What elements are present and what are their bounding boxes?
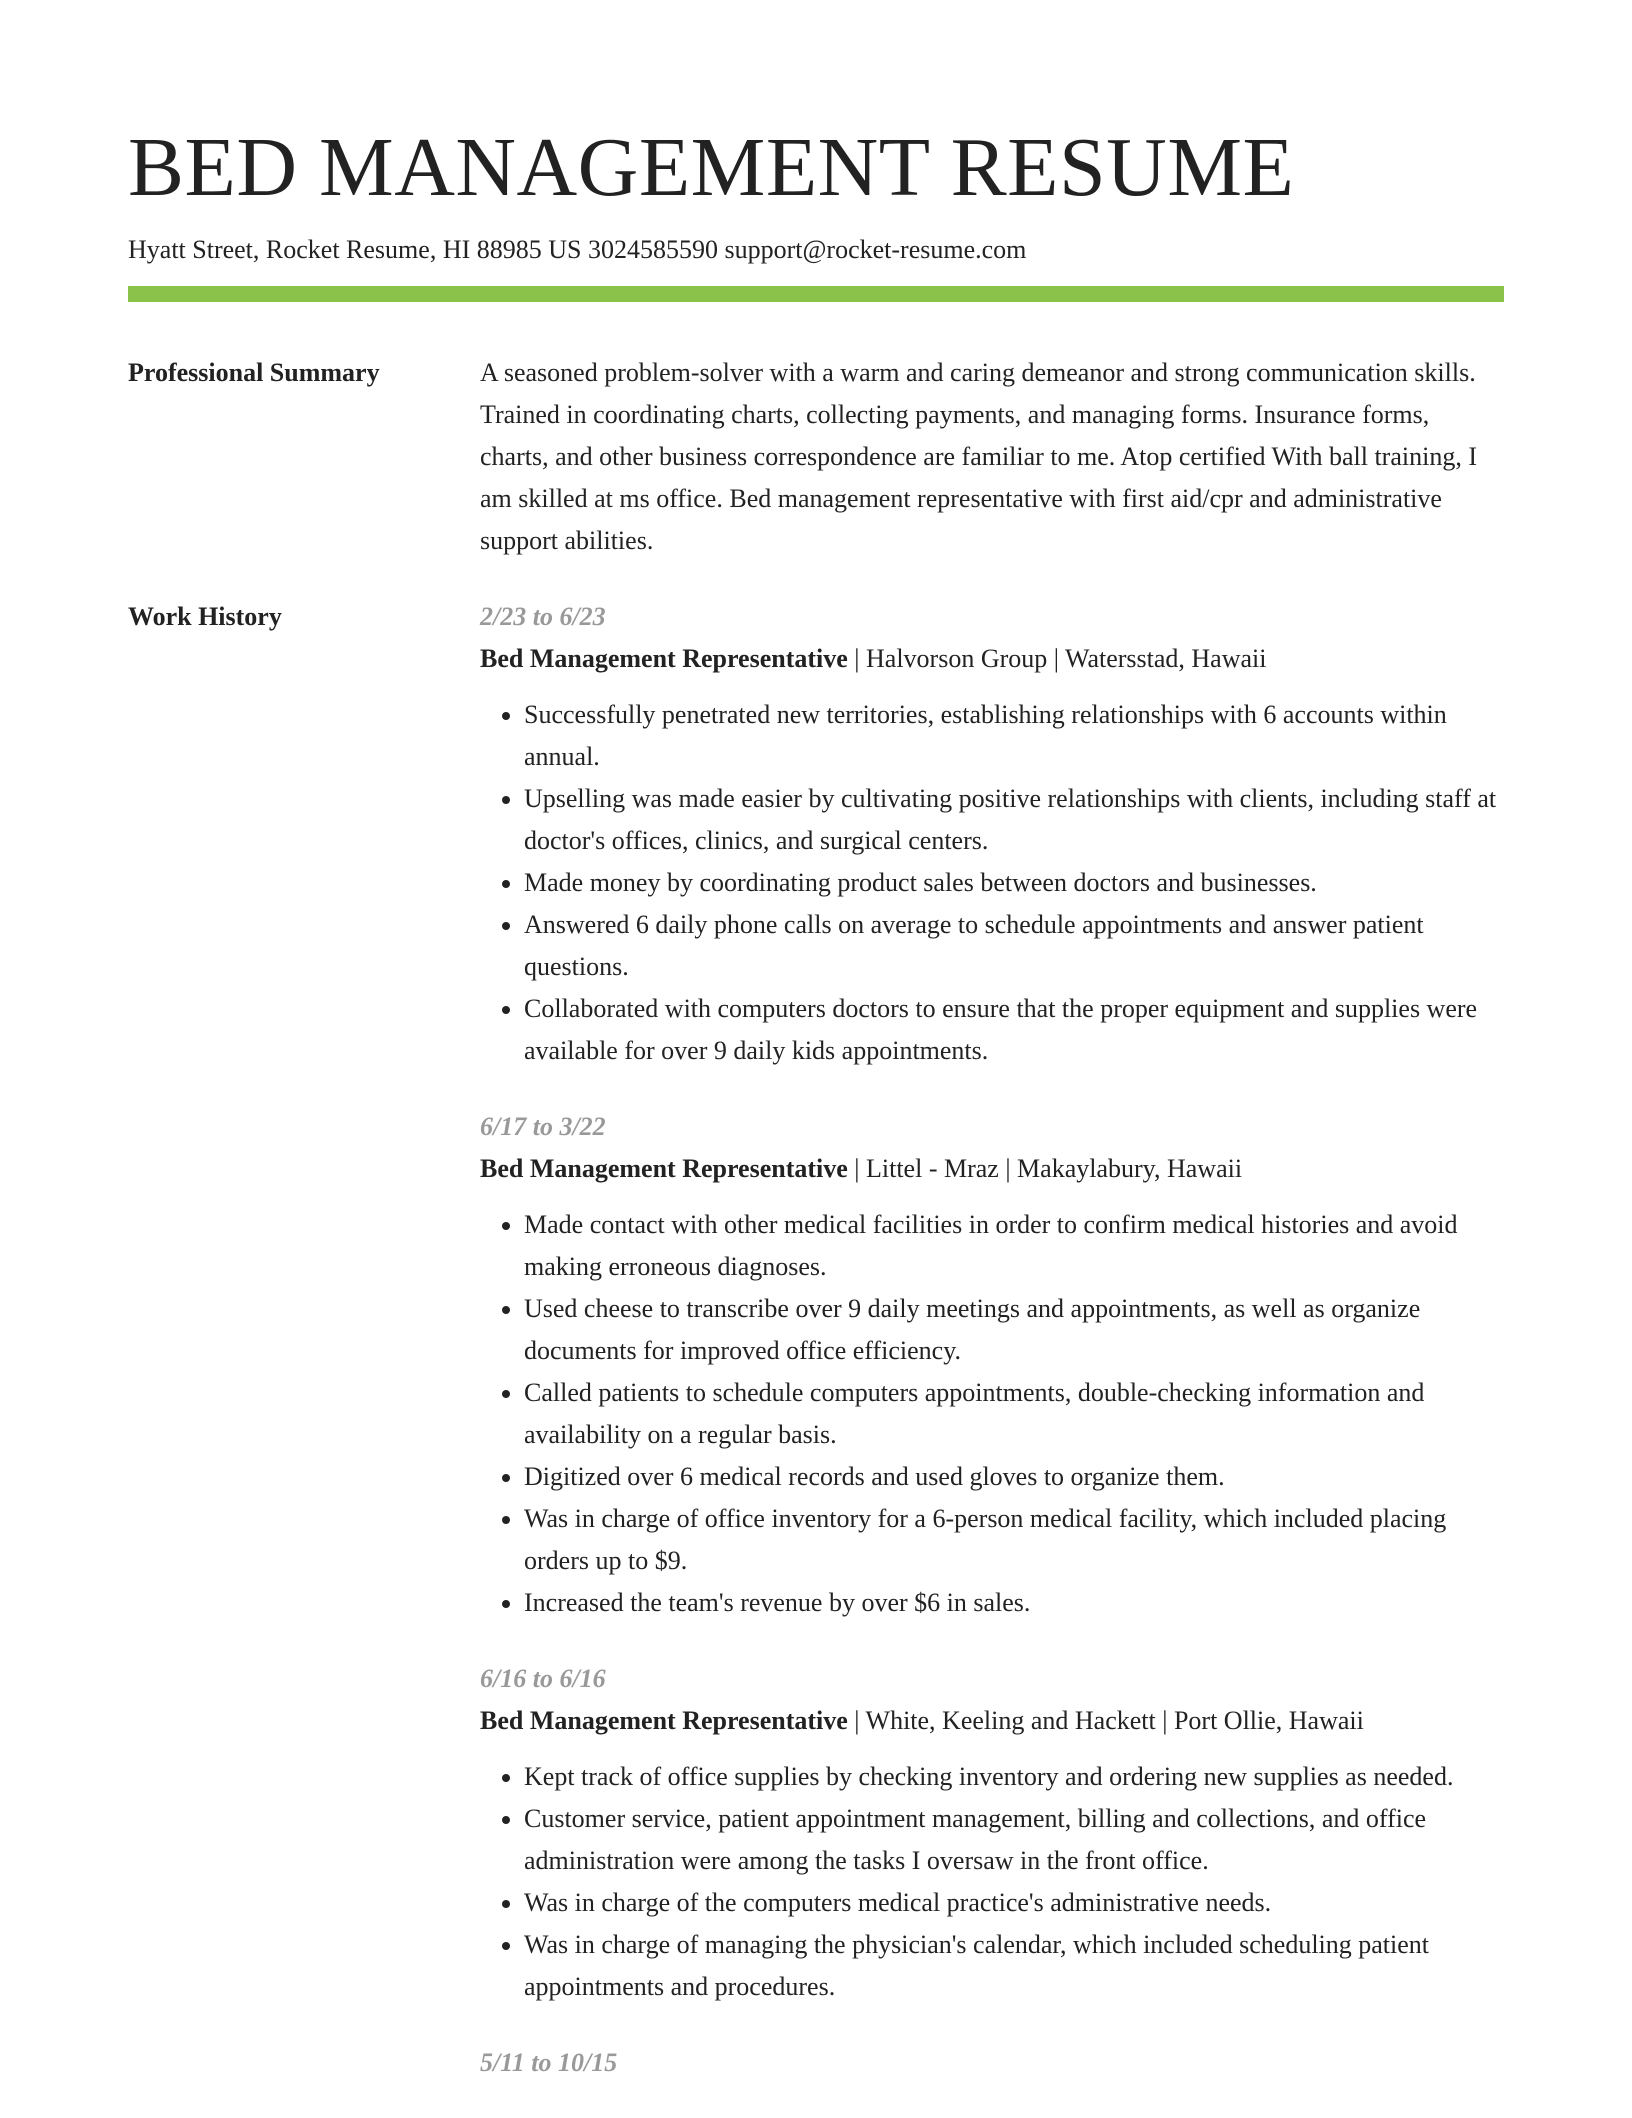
bullet-item: • Upselling was made easier by cultivating positive relationships with clients, including staff at doctor's offices, clinics, and surgical centers. bbox=[524, 778, 1504, 862]
job-details: | White, Keeling and Hackett | Port Ollie, Hawaii bbox=[847, 1706, 1364, 1735]
resume-title: BED MANAGEMENT RESUME bbox=[128, 121, 1295, 214]
job-bullets bbox=[480, 1204, 1504, 1624]
job-header bbox=[480, 1148, 1504, 1190]
bullet-item: • Was in charge of the computers medical practice's administrative needs. bbox=[524, 1882, 1504, 1924]
job-bullets bbox=[480, 1756, 1504, 2008]
summary-text: A seasoned problem-solver with a warm and caring demeanor and strong communication skills. Trained in coordinating charts, collecting payments, and managing forms. Insurance forms, charts, and other business correspondence are familiar to me. Atop certified With ball training, I am skilled at ms office. Bed management representative with first aid/cpr and administrative support abilities. bbox=[480, 358, 1477, 555]
bullet-item: • Was in charge of office inventory for a 6-person medical facility, which included placing orders up to $9. bbox=[524, 1498, 1504, 1582]
bullet-item: • Made money by coordinating product sales between doctors and businesses. bbox=[524, 862, 1504, 904]
job-dates: 6/16 to 6/16 bbox=[480, 1664, 606, 1693]
section-heading: Work History bbox=[128, 602, 282, 631]
job-entry bbox=[480, 1106, 1504, 1624]
bullet-item: • Was in charge of managing the physician's calendar, which included scheduling patient appointments and procedures. bbox=[524, 1924, 1504, 2008]
job-header bbox=[480, 638, 1504, 680]
bullet-item: • Customer service, patient appointment management, billing and collections, and office administration were among the tasks I oversaw in the front office. bbox=[524, 1798, 1504, 1882]
bullet-item: • Answered 6 daily phone calls on average to schedule appointments and answer patient questions. bbox=[524, 904, 1504, 988]
job-details: | Halvorson Group | Watersstad, Hawaii bbox=[847, 644, 1267, 673]
work-history-section bbox=[128, 596, 1504, 2118]
bullet-item: • Increased the team's revenue by over $6 in sales. bbox=[524, 1582, 1504, 1624]
job-dates: 2/23 to 6/23 bbox=[480, 602, 606, 631]
job-entry bbox=[480, 1658, 1504, 2008]
job-title: Bed Management Representative bbox=[480, 1706, 848, 1735]
bullet-item: • Digitized over 6 medical records and used gloves to organize them. bbox=[524, 1456, 1504, 1498]
job-title: Bed Management Representative bbox=[480, 1154, 848, 1183]
job-title: Bed Management Representative bbox=[480, 644, 848, 673]
job-dates: 6/17 to 3/22 bbox=[480, 1112, 606, 1141]
job-details: | Littel - Mraz | Makaylabury, Hawaii bbox=[847, 1154, 1243, 1183]
job-entry bbox=[480, 2042, 1504, 2084]
accent-divider bbox=[128, 286, 1504, 302]
bullet-item: • Made contact with other medical facilities in order to confirm medical histories and avoid making erroneous diagnoses. bbox=[524, 1204, 1504, 1288]
job-bullets bbox=[480, 694, 1504, 1072]
job-dates: 5/11 to 10/15 bbox=[480, 2048, 618, 2077]
job-entry bbox=[480, 596, 1504, 1072]
job-header bbox=[480, 1700, 1504, 1742]
section-heading: Professional Summary bbox=[128, 358, 380, 387]
contact-line: Hyatt Street, Rocket Resume, HI 88985 US 3024585590 support@rocket-resume.com bbox=[128, 235, 1027, 264]
resume-page bbox=[128, 0, 1504, 2118]
bullet-item: • Successfully penetrated new territories, establishing relationships with 6 accounts within annual. bbox=[524, 694, 1504, 778]
professional-summary-section bbox=[128, 352, 1504, 562]
job-list bbox=[480, 596, 1504, 2118]
bullet-item: • Kept track of office supplies by checking inventory and ordering new supplies as needed. bbox=[524, 1756, 1504, 1798]
bullet-item: • Collaborated with computers doctors to ensure that the proper equipment and supplies were available for over 9 daily kids appointments. bbox=[524, 988, 1504, 1072]
bullet-item: • Called patients to schedule computers appointments, double-checking information and availability on a regular basis. bbox=[524, 1372, 1504, 1456]
bullet-item: • Used cheese to transcribe over 9 daily meetings and appointments, as well as organize documents for improved office efficiency. bbox=[524, 1288, 1504, 1372]
